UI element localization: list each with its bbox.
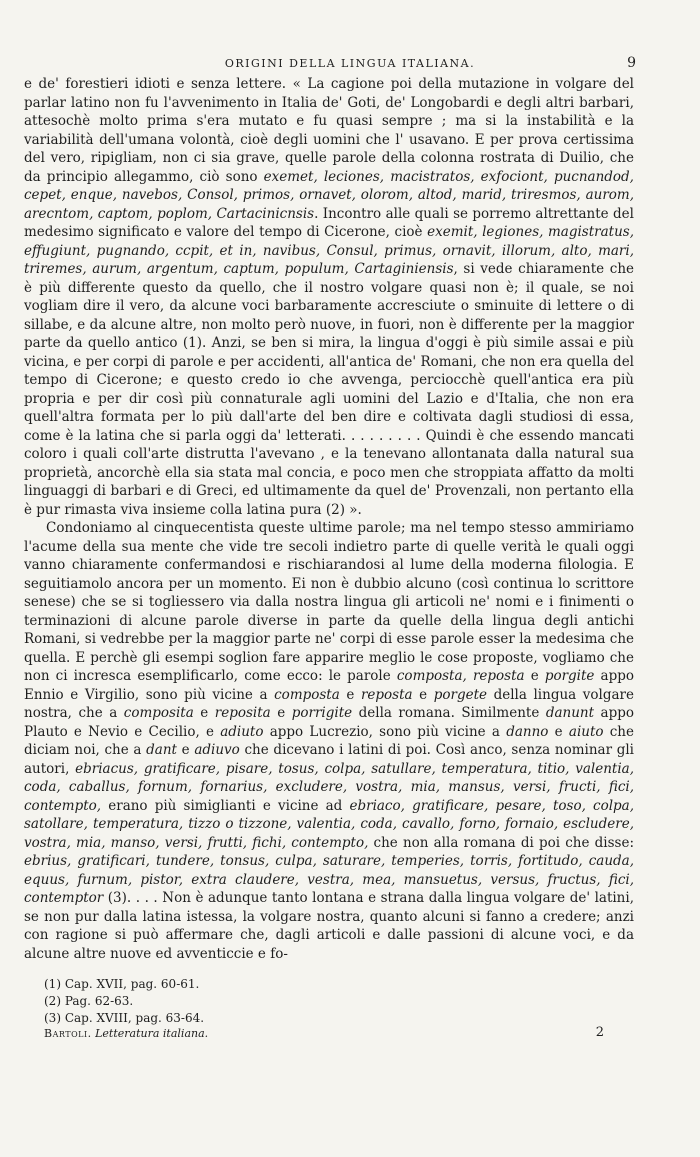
- paragraph: [24, 519, 634, 963]
- italic-text: exemit, legiones, magistratus, effugiunt, pugnando, ccpit, et in, navibus, Consul, primus, ornavit, illorum, alto, mari, triremes, aurum, argentum, captum, populum, Cartaginiensis: [24, 224, 635, 277]
- text-run: e de' forestieri idioti e senza lettere. « La cagione poi della mutazione in volgare del parlar latino non fu l'avvenimento in Italia de' Goti, de' Longobardi e degli altri barbari, attesochè molto prima s'era mutato e fu quasi sempre ; ma si la instabilità e la variabilità dell'umana volontà, cioè degli uomini che l' usavano. E per prova certissima del vero, ripigliam, non ci sia grave, quelle parole della colonna rostrata di Duilio, che da principio allegammo, ciò sono: [24, 76, 634, 185]
- italic-text: danunt: [545, 705, 595, 721]
- footnote-1: (1) Cap. XVII, pag. 60-61.: [44, 977, 200, 991]
- signature-mark: 2: [595, 1025, 604, 1040]
- page-footer: [44, 1027, 604, 1040]
- italic-text: porgite: [544, 668, 595, 684]
- paragraph: [24, 75, 634, 519]
- footer-title: Letteratura italiana.: [95, 1027, 209, 1040]
- page-number: 9: [627, 55, 636, 71]
- text-run: che non alla romana di poi che disse:: [368, 834, 634, 851]
- italic-text: aiuto: [568, 723, 604, 740]
- text-run: e: [524, 668, 545, 684]
- text-run: Condoniamo al cinquecentista queste ultime parole; ma nel tempo stesso ammiriamo l'acume della sua mente che vide tre secoli indietro parte di quelle verità le quali oggi vanno chiaramente confermandosi e rischiarandosi al lume della moderna filologia. E seguitiamolo ancora per un momento. Ei non è dubbio alcuno (così continua lo scrittore senese) che se si togliessero via dalla nostra lingua gli articoli ne' nomi e i finimenti o terminazioni di alcune parole diverse in parte da quelle della lingua degli antichi Romani, si vedrebbe per la maggior parte ne' corpi di esse parole esser la medesima che quella. E perchè gli esempi soglion fare apparire meglio le cose proposte, vogliamo che non ci incresca esemplificarlo, come ecco: le parole: [24, 520, 634, 684]
- italic-text: ebrius, gratificari, tundere, tonsus, culpa, saturare, temperies, torris, fortitudo, cauda, equus, furnum, pistor, extra claudere, vestra, mea, mansuetus, versus, fructus, fici, contemptor: [24, 853, 634, 906]
- text-run: . Incontro alle quali se porremo altrettante del medesimo significato e valore del tempo di Cicerone, cioè: [24, 205, 634, 240]
- italic-text: composita: [123, 705, 194, 721]
- text-run: che dicevano i latini di poi. Così anco, senza nominar gli autori,: [24, 742, 634, 777]
- italic-text: exemet, leciones, macistratos, exfociont, pucnandod, cepet, enque, navebos, Consol, primos, ornavet, olorom, altod, marid, triresmos, aurom, arecntom, captom, poplom, Cartacinicnsis: [24, 168, 634, 222]
- italic-text: adiuvo: [194, 742, 240, 758]
- text-run: appo Lucrezio, sono più vicine a: [263, 723, 507, 740]
- italic-text: composta, reposta: [396, 668, 525, 684]
- italic-text: composta: [274, 686, 340, 703]
- italic-text: dant: [146, 742, 177, 758]
- text-run: e: [548, 723, 569, 740]
- text-run: (3). . . . Non è adunque tanto lontana e strana dalla lingua volgare de' latini, se non pur dalla latina istessa, la volgare nostra, quanto alcuni si fanno a credere; anzi con ragione si può affermare che, dagli articoli e dalle passioni di alcune voci, e da alcune altre nuove ed avventiccie e fo-: [24, 890, 634, 962]
- page-header: [0, 57, 700, 77]
- text-run: appo Plauto e Nevio e Cecilio, e: [24, 705, 634, 740]
- italic-text: ebriacus, gratificare, pisare, tosus, colpa, satullare, temperatura, titio, valentia, coda, caballus, fornum, fornarius, excludere, vostra, mia, mansus, versi, fructi, fici, contempto,: [24, 760, 634, 814]
- text-run: erano più simiglianti e vicine ad: [101, 797, 350, 814]
- italic-text: adiuto: [220, 723, 264, 740]
- text-run: della romana. Similmente: [352, 705, 546, 721]
- italic-text: reposita: [214, 705, 271, 721]
- text-run: , si vede chiaramente che è più differente questo da quello, che il nostro volgare quasi non è; il quale, se noi vogliam dire il vero, da alcune voci barbaramente accresciute o sminuite di lettere o di sillabe, e da alcune altre, non molto però nuove, in fuori, non è differente per la maggior parte da quello antico (1). Anzi, se ben si mira, la lingua d'oggi è più simile assai e più vicina, e per corpi di parole e per accidenti, all'antica de' Romani, che non era quella del tempo di Cicerone; e questo credo io che avvenga, perciocchè quell'antica era più propria e per dir così più connaturale agli uomini del Lazio e d'Italia, che non era quell'altra formata per lo più dall'arte del ben dire e coltivata dagli studiosi di essa, come è la latina che si parla oggi da' letterati. . . . . . . . . Quindi è che essendo mancati coloro i quali coll'arte distrutta l'avevano , e la tenevano allontanata dalla natural sua proprietà, ancorchè ella sia stata mal concia, e poco men che stroppiata affatto da molti linguaggi di barbari e di Greci, ed ultimamente da quel de' Provenzali, non pertanto ella è pur rimasta viva insieme colla latina pura (2) ».: [24, 261, 635, 518]
- footnote-2: (2) Pag. 62-63.: [44, 994, 134, 1008]
- italic-text: danno: [506, 723, 549, 740]
- text-run: e: [270, 705, 292, 721]
- body-text: [24, 75, 634, 963]
- italic-text: reposta: [360, 686, 413, 703]
- footnotes: [44, 976, 604, 1027]
- running-title: ORIGINI DELLA LINGUA ITALIANA.: [224, 57, 476, 70]
- text-run: e: [339, 686, 361, 703]
- text-run: e: [193, 705, 215, 721]
- footnote-3: (3) Cap. XVIII, pag. 63-64.: [44, 1011, 205, 1025]
- italic-text: porgete: [433, 686, 488, 703]
- text-run: della lingua volgare nostra, che a: [24, 686, 634, 721]
- text-run: che diciam noi, che a: [24, 723, 634, 758]
- footer-author: Bartoli.: [44, 1027, 92, 1040]
- text-run: e: [412, 686, 434, 703]
- italic-text: porrigite: [291, 705, 353, 721]
- text-run: appo Ennio e Virgilio, sono più vicine a: [24, 668, 635, 703]
- italic-text: ebriaco, gratificare, pesare, toso, colpa, satollare, temperatura, tizzo o tizzone, valentia, coda, cavallo, forno, fornaio, escludere, vostra, mia, manso, versi, frutti, fichi, contempto,: [24, 797, 635, 851]
- text-run: e: [176, 742, 195, 758]
